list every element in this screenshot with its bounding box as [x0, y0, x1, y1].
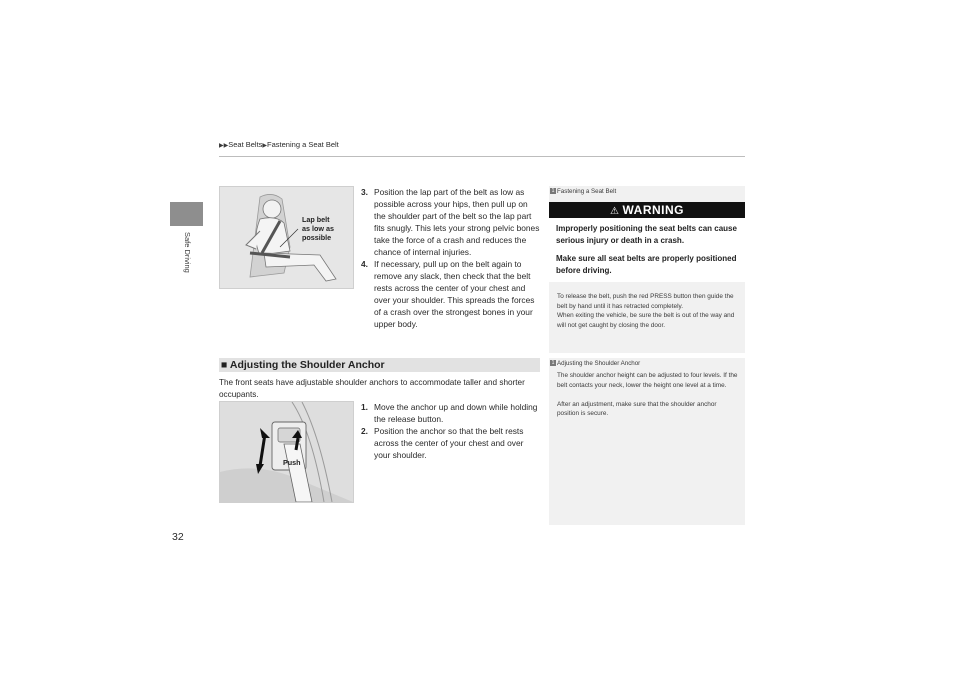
step-item — [361, 401, 541, 425]
step-item — [361, 258, 541, 330]
warning-paragraph: Make sure all seat belts are properly positioned before driving. — [556, 254, 737, 275]
step-text: Position the anchor so that the belt rests across the center of your chest and over your shoulder. — [374, 426, 524, 460]
breadcrumb-arrow-icon: ▶▶ — [219, 143, 229, 149]
step-item — [361, 425, 541, 461]
header-rule — [219, 156, 745, 157]
steps-adjusting — [361, 401, 541, 461]
step-number: 2. — [361, 426, 368, 436]
note-paragraph: To release the belt, push the red PRESS button then guide the belt by hand until it has retracted completely. — [557, 293, 734, 310]
note-paragraph: After an adjustment, make sure that the shoulder anchor position is secure. — [557, 400, 717, 418]
step-number: 4. — [361, 259, 368, 269]
breadcrumb-item-seat-belts[interactable]: Seat Belts — [228, 140, 263, 149]
step-text: If necessary, pull up on the belt again to remove any slack, then check that the belt rests across the center of your chest and over your shoulder. This spreads the forces of a crash over the strongest bones in your upper body. — [374, 259, 535, 329]
side-tab-marker — [170, 202, 203, 226]
anchor-drawing — [220, 402, 353, 502]
note-body-shoulder-anchor — [557, 371, 739, 419]
step-text: Position the lap part of the belt as low as possible across your hips, then pull up on the shoulder part of the belt so the lap part fits snugly. This lets your strong pelvic bones take the force of a crash and reduces the chance of internal injuries. — [374, 187, 540, 257]
steps-fastening — [361, 186, 541, 330]
lap-belt-callout — [302, 215, 334, 242]
note-marker-icon: 1 — [551, 360, 555, 367]
note-marker-icon: 1 — [551, 188, 555, 195]
step-number: 1. — [361, 402, 368, 412]
side-tab-label: Safe Driving — [183, 232, 192, 273]
section-intro: The front seats have adjustable shoulder anchors to accommodate taller and shorter occupants. — [219, 378, 525, 399]
callout-line: possible — [302, 233, 332, 242]
callout-line: as low as — [302, 224, 334, 233]
step-number: 3. — [361, 187, 368, 197]
lap-belt-illustration — [219, 186, 354, 289]
page-number: 32 — [172, 531, 184, 543]
step-item — [361, 186, 541, 258]
step-text: Move the anchor up and down while holding the release button. — [374, 402, 538, 424]
note-title-text: Fastening a Seat Belt — [557, 188, 617, 195]
breadcrumb — [219, 140, 339, 149]
warning-label: WARNING — [622, 203, 684, 217]
note-body-fastening — [557, 292, 739, 330]
note-title-fastening — [550, 188, 616, 195]
section-heading-shoulder-anchor: ■ Adjusting the Shoulder Anchor — [219, 358, 540, 372]
note-title-shoulder-anchor — [550, 360, 640, 367]
callout-line: Lap belt — [302, 215, 330, 224]
note-paragraph: The shoulder anchor height can be adjusted to four levels. If the belt contacts your neck, lower the height one level at a time. — [557, 372, 738, 389]
warning-header — [549, 202, 745, 218]
warning-triangle-icon: ⚠ — [610, 206, 620, 217]
push-callout: Push — [283, 458, 301, 467]
warning-paragraph: Improperly positioning the seat belts can cause serious injury or death in a crash. — [556, 224, 737, 245]
note-title-text: Adjusting the Shoulder Anchor — [557, 360, 641, 367]
breadcrumb-item-fastening[interactable]: Fastening a Seat Belt — [267, 140, 339, 149]
shoulder-anchor-illustration — [219, 401, 354, 503]
note-paragraph: When exiting the vehicle, be sure the belt is out of the way and will not get caught by closing the door. — [557, 312, 735, 329]
breadcrumb-arrow-icon: ▶ — [262, 143, 268, 149]
warning-box — [549, 202, 745, 282]
